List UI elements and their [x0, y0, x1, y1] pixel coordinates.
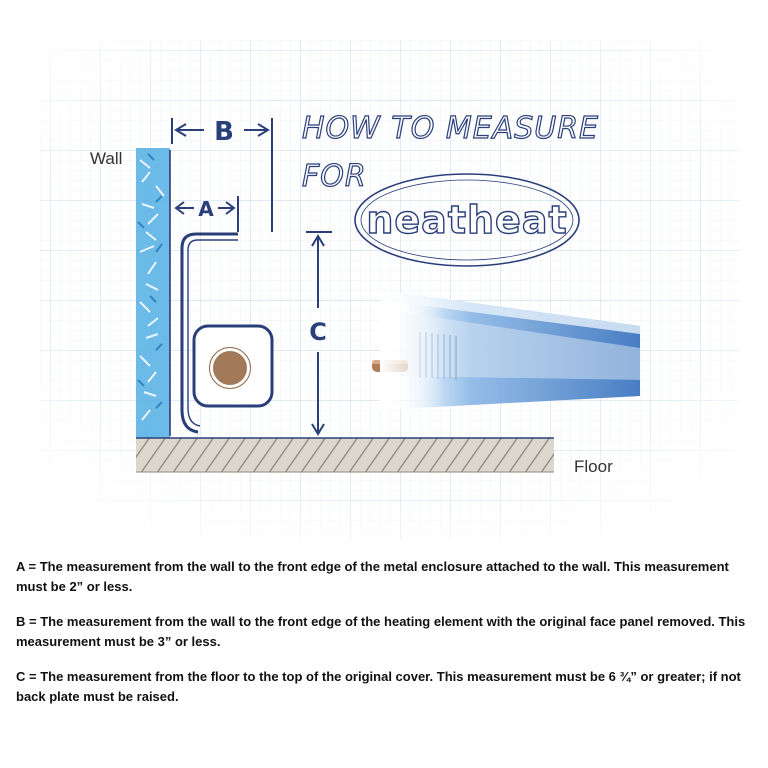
label-a: A — [198, 197, 214, 221]
caption-a: A = The measurement from the wall to the front edge of the metal enclosure attached to the wall. This measurement must be 2” or less. — [16, 559, 729, 594]
title-line-2: FOR — [302, 159, 367, 194]
floor-icon — [136, 438, 554, 472]
label-b: B — [214, 117, 234, 147]
title-line-1: HOW TO MEASURE — [302, 111, 600, 146]
floor-label: Floor — [574, 457, 613, 476]
label-c: C — [309, 318, 327, 346]
caption-b: B = The measurement from the wall to the front edge of the heating element with the original face panel removed. This measurement must be 3” or less. — [16, 614, 746, 649]
wall-icon — [136, 148, 170, 438]
brand-text: neatheat — [366, 198, 568, 242]
wall-label: Wall — [90, 149, 123, 168]
pipe-icon — [194, 326, 272, 406]
caption-c: C = The measurement from the floor to the top of the original cover. This measurement must be 6 ¾” or greater; if not back plate must be raised. — [16, 669, 741, 704]
